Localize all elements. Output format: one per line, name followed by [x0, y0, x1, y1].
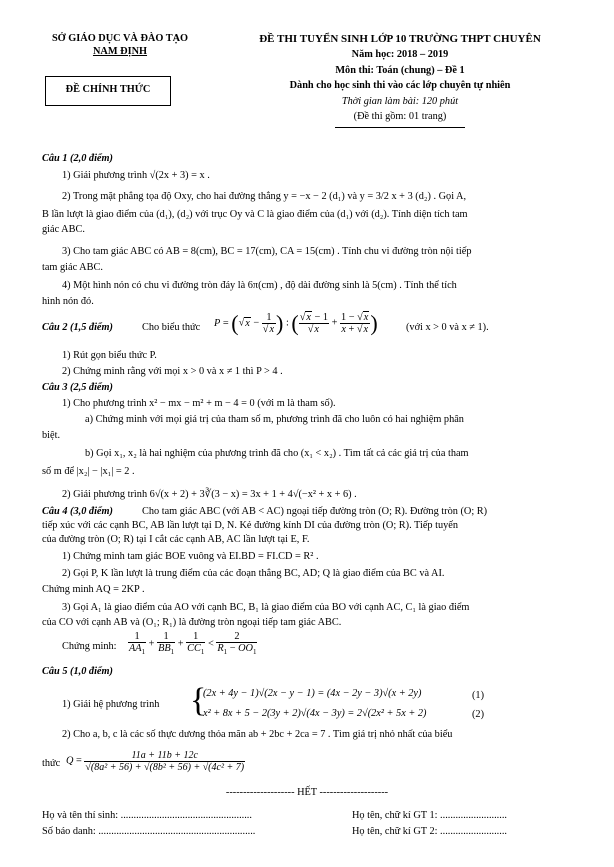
candidate-name-field: Họ và tên thí sinh: ...................................................: [42, 810, 252, 821]
q4-part2-line1: 2) Gọi P, K lần lượt là trung điểm của các đoạn thẳng BC, AD; Q là giao điểm của BC và AI.: [62, 568, 445, 579]
q4-intro-line2: tiếp xúc với các cạnh BC, AB lần lượt tại D, N. Kẻ đường kính DI của đường tròn (O; R). Tiếp tuyến: [42, 520, 459, 531]
system-brace: {: [190, 682, 207, 719]
q2-heading: Câu 2 (1,5 điểm): [42, 322, 113, 333]
exam-duration: Thời gian làm bài: 120 phút: [341, 96, 459, 107]
q2-condition: (với x > 0 và x ≠ 1).: [406, 322, 489, 333]
q4-heading: Câu 4 (3,0 điểm): [42, 506, 113, 517]
q4-inequality: $\frac{1}{AA_1}$ + $\frac{1}{BB_1}$ + $\frac{1}{CC_1}$ < $\frac{2}{R_1 - OO_1}$: [129, 631, 257, 657]
q1-part2-line3: giác ABC.: [42, 224, 85, 235]
q3-part1b-line1: b) Gọi x₁, x₂ là hai nghiệm của phương trình đã cho (x₁ < x₂) . Tìm tất cả các giá trị của tham: [85, 448, 469, 459]
q4-part2-line2: Chứng minh AQ = 2KP .: [42, 584, 145, 595]
q3-part1a-line2: biệt.: [42, 430, 61, 441]
q4-intro-line1: Cho tam giác ABC (với AB < AC) ngoại tiếp đường tròn (O; R). Đường tròn (O; R): [142, 506, 488, 517]
proctor2-field: Họ tên, chữ kí GT 2: ..........................: [352, 826, 507, 837]
end-marker: -------------------- HẾT --------------------: [225, 787, 389, 798]
exam-subject: Môn thi: Toán (chung) – Đề 1: [335, 65, 465, 76]
q1-part1: 1) Giải phương trình √(2x + 3) = x .: [62, 170, 210, 181]
q5-eq1: (2x + 4y − 1)√(2x − y − 1) = (4x − 2y − 3)√(x + 2y): [203, 688, 422, 699]
q2-part2: 2) Chứng minh rằng với mọi x > 0 và x ≠ 1 thì P > 4 .: [62, 366, 283, 377]
q3-part2: 2) Giải phương trình 6√(x + 2) + 3∛(3 − x) = 3x + 1 + 4√(−x² + x + 6) .: [62, 489, 357, 500]
q5-part2-line1: 2) Cho a, b, c là các số thực dương thỏa mãn ab + 2bc + 2ca = 7 . Tìm giá trị nhỏ nhất của biểu: [62, 729, 453, 740]
q1-part2-line2: B lần lượt là giao điểm của (d₁), (d₂) với trục Oy và C là giao điểm của (d₁) với (d₂). Tính diện tích tam: [42, 209, 468, 220]
q1-part4-line1: 4) Một hình nón có chu vi đường tròn đáy là 6π(cm) , độ dài đường sinh là 5(cm) . Tính thể tích: [62, 280, 457, 291]
q1-part2-line1: 2) Trong mặt phẳng tọa độ Oxy, cho hai đường thẳng y = −x − 2 (d₁) và y = 3/2 x + 3 (d₂) . Gọi A,: [62, 191, 467, 202]
q4-part3-line1: 3) Gọi A₁ là giao điểm của AO với cạnh BC, B₁ là giao điểm của BO với cạnh AC, C₁ là giao điểm: [62, 602, 470, 613]
q3-part1b-line2: số m để |x₂| − |x₁| = 2 .: [42, 466, 135, 477]
q3-part1a-line1: a) Chứng minh với mọi giá trị của tham số m, phương trình đã cho luôn có hai nghiệm phân: [85, 414, 464, 425]
exam-pages: (Đề thi gồm: 01 trang): [353, 111, 447, 122]
q1-part3-line2: tam giác ABC.: [42, 262, 103, 273]
exam-year: Năm học: 2018 – 2019: [351, 49, 449, 60]
candidate-number-field: Số báo danh: .............................................................: [42, 826, 256, 837]
q5-part2-line2: thức: [42, 758, 61, 769]
q2-intro: Cho biểu thức: [142, 322, 201, 333]
dept-line-2: NAM ĐỊNH: [92, 46, 148, 57]
q2-part1: 1) Rút gọn biểu thức P.: [62, 350, 157, 361]
dept-line-1: SỞ GIÁO DỤC VÀ ĐÀO TẠO: [51, 33, 189, 44]
q1-part4-line2: hình nón đó.: [42, 296, 94, 307]
exam-audience: Dành cho học sinh thi vào các lớp chuyên tự nhiên: [289, 80, 511, 91]
q5-eq2-tag: (2): [472, 709, 485, 720]
q3-part1: 1) Cho phương trình x² − mx − m² + m − 4 = 0 (với m là tham số).: [62, 398, 336, 409]
q5-q-expression: Q = $\frac{11a + 11b + 12c}{\text{√(8a² + 56) + √(8b² + 56) + √(4c² + 7)}}$: [66, 750, 245, 773]
q3-heading: Câu 3 (2,5 điểm): [42, 382, 113, 393]
q5-part1: 1) Giải hệ phương trình: [62, 699, 160, 710]
q5-eq2: x² + 8x + 5 − 2(3y + 2)√(4x − 3y) = 2√(2x² + 5x + 2): [203, 708, 427, 719]
q4-part1: 1) Chứng minh tam giác BOE vuông và EI.BD = FI.CD = R² .: [62, 551, 319, 562]
q5-q-numerator: 11a + 11b + 12c: [84, 750, 245, 762]
q2-expression-p: P = (√x − $\frac{1}{√x}$ ) : ( $\frac{√x - 1}{√x}$ + $\frac{1 - √x}{x + √x}$ ): [214, 310, 378, 336]
q1-part3-line1: 3) Cho tam giác ABC có AB = 8(cm), BC = 17(cm), CA = 15(cm) . Tính chu vi đường tròn nội tiếp: [62, 246, 472, 257]
header-underline: [335, 127, 465, 128]
q5-q-denominator: √(8a² + 56) + √(8b² + 56) + √(4c² + 7): [85, 762, 245, 773]
q4-prove-label: Chứng minh:: [62, 641, 117, 652]
q5-eq1-tag: (1): [472, 690, 485, 701]
q1-heading: Câu 1 (2,0 điểm): [42, 153, 113, 164]
official-label: ĐỀ CHÍNH THỨC: [65, 84, 151, 95]
exam-title: ĐỀ THI TUYỂN SINH LỚP 10 TRƯỜNG THPT CHUYÊN: [259, 33, 541, 45]
proctor1-field: Họ tên, chữ kí GT 1: ..........................: [352, 810, 507, 821]
q4-part3-line2: của CO với cạnh AB và (O₁; R₁) là đường tròn ngoại tiếp tam giác ABC.: [42, 617, 342, 628]
q4-intro-line3: của đường tròn (O; R) tại I cắt các cạnh AB, AC lần lượt tại E, F.: [42, 534, 310, 545]
q5-heading: Câu 5 (1,0 điểm): [42, 666, 113, 677]
